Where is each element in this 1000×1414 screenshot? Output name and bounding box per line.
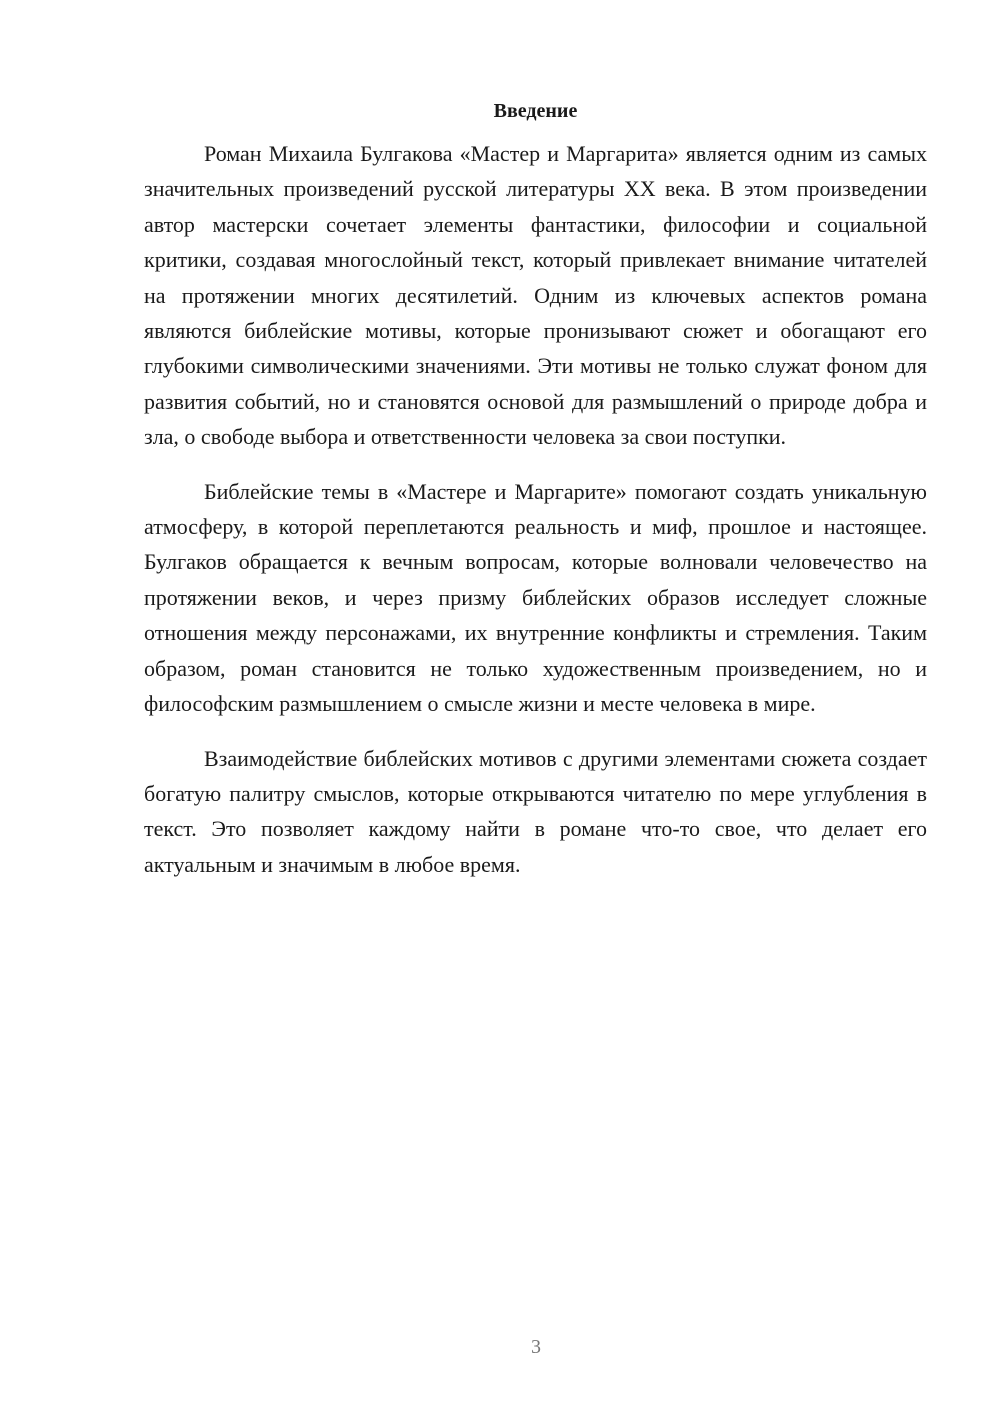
paragraph-2: Библейские темы в «Мастере и Маргарите» помогают создать уникальную атмосферу, в которой переплетаются реальность и миф, прошлое и настоящее. Булгаков обращается к вечным вопросам, которые волновали человечество на протяжении веков, и через призму библейских образов исследует сложные отношения между персонажами, их внутренние конфликты и стремления. Таким образом, роман становится не только художественным произведением, но и философским размышлением о смысле жизни и месте человека в мире. [144, 478, 927, 717]
paragraph-1: Роман Михаила Булгакова «Мастер и Маргарита» является одним из самых значительных произведений русской литературы XX века. В этом произведении автор мастерски сочетает элементы фантастики, философии и социальной критики, создавая многослойный текст, который привлекает внимание читателей на протяжении многих десятилетий. Одним из ключевых аспектов романа являются библейские мотивы, которые пронизывают сюжет и обогащают его глубокими символическими значениями. Эти мотивы не только служат фоном для развития событий, но и становятся основой для размышлений о природе добра и зла, о свободе выбора и ответственности человека за свои поступки. [144, 141, 927, 450]
page-content [144, 96, 927, 882]
page-heading: Введение [493, 100, 578, 122]
paragraph-3: Взаимодействие библейских мотивов с другими элементами сюжета создает богатую палитру смыслов, которые открываются читателю по мере углубления в текст. Это позволяет каждому найти в романе что-то свое, что делает его актуальным и значимым в любое время. [144, 745, 927, 877]
page-number: 3 [531, 1336, 541, 1358]
